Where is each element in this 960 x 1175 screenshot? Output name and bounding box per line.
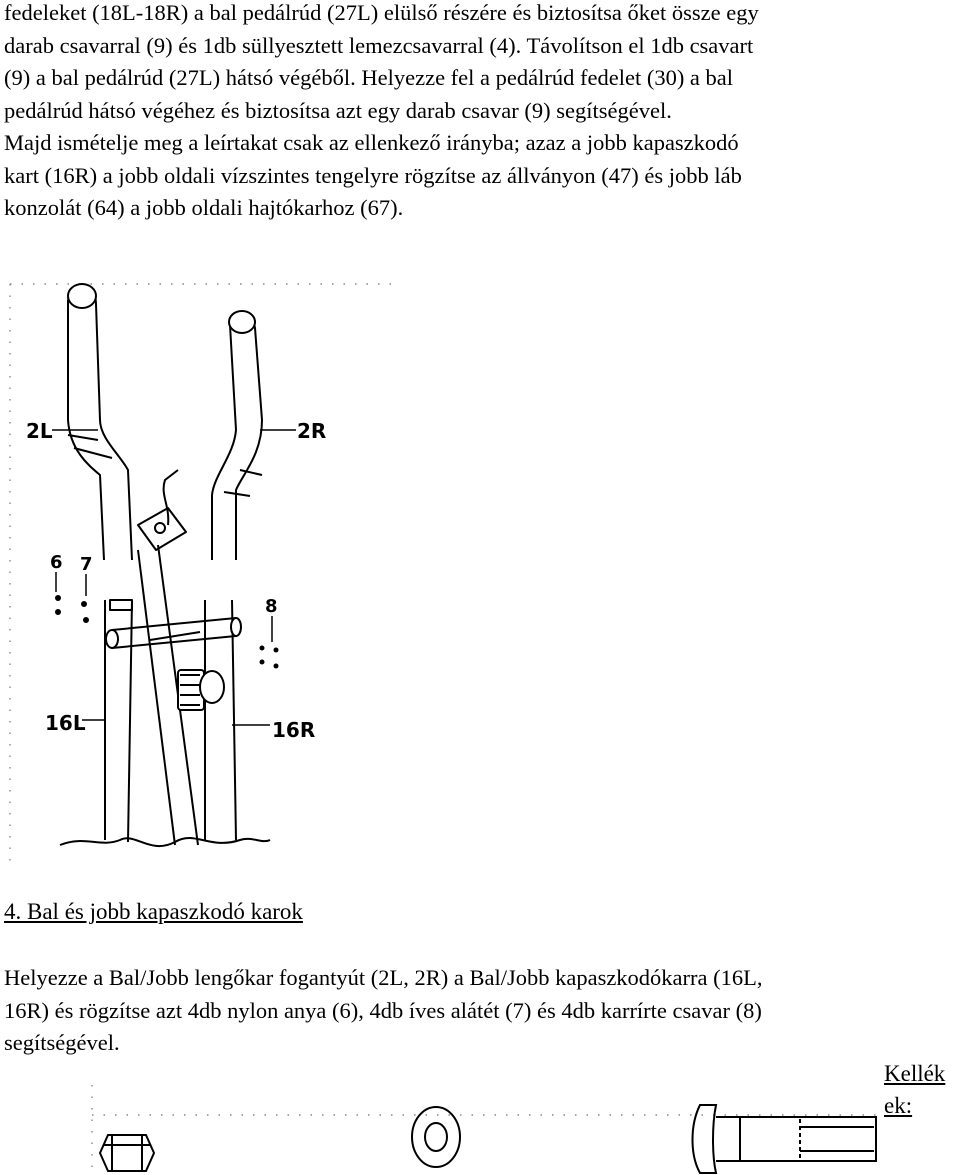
label-16R: 16R	[272, 718, 316, 742]
label-8: 8	[265, 596, 278, 617]
instruction-paragraph	[4, 962, 956, 1060]
left-handle-2L	[68, 284, 132, 560]
accessories-label-line: Kellék	[884, 1061, 946, 1086]
section-heading: 4. Bal és jobb kapaszkodó karok	[4, 899, 303, 924]
intro-line: Majd ismételje meg a leírtakat csak az ellenkező irányba; azaz a jobb kapaszkodó	[4, 130, 739, 155]
label-6: 6	[50, 552, 63, 573]
intro-line: (9) a bal pedálrúd (27L) hátsó végéből. Helyezze fel a pedálrúd fedelet (30) a bal	[4, 65, 734, 90]
label-7: 7	[80, 554, 93, 575]
instruction-line: 16R) és rögzítse azt 4db nylon anya (6), 4db íves alátét (7) és 4db karrírte csavar (8)	[4, 997, 762, 1023]
instruction-line: segítségével.	[4, 1030, 120, 1055]
nylon-nut-icon	[100, 1135, 154, 1171]
accessories-label-line: ek:	[884, 1093, 913, 1118]
label-2L: 2L	[26, 419, 53, 443]
label-16L: 16L	[45, 711, 86, 735]
washer-icon	[412, 1107, 460, 1167]
instruction-line: Helyezze a Bal/Jobb lengőkar fogantyút (2L, 2R) a Bal/Jobb kapaszkodókarra (16L,	[4, 965, 763, 990]
intro-line: fedeleket (18L-18R) a bal pedálrúd (27L) elülső részére és biztosítsa őket össze egy	[4, 0, 759, 25]
tension-motor	[178, 670, 224, 710]
ground-line	[60, 838, 270, 846]
assembly-diagram	[0, 270, 960, 880]
intro-paragraph	[4, 0, 956, 225]
hardware-parts	[0, 1085, 960, 1175]
intro-line: kart (16R) a jobb oldali vízszintes tengelyre rögzítse az állványon (47) és jobb láb	[4, 162, 742, 188]
label-2R: 2R	[297, 419, 327, 443]
carriage-bolt-icon	[693, 1105, 877, 1173]
intro-line: konzolát (64) a jobb oldali hajtókarhoz (67).	[4, 195, 404, 220]
intro-line: darab csavarral (9) és 1db süllyesztett lemezcsavarral (4). Távolítson el 1db csavart	[4, 32, 754, 58]
right-handle-2R	[212, 311, 262, 560]
sensor-plate	[138, 470, 186, 550]
horizontal-axle	[106, 618, 241, 648]
intro-line: pedálrúd hátsó végéhez és biztosítsa azt egy darab csavar (9) segítségével.	[4, 97, 672, 123]
